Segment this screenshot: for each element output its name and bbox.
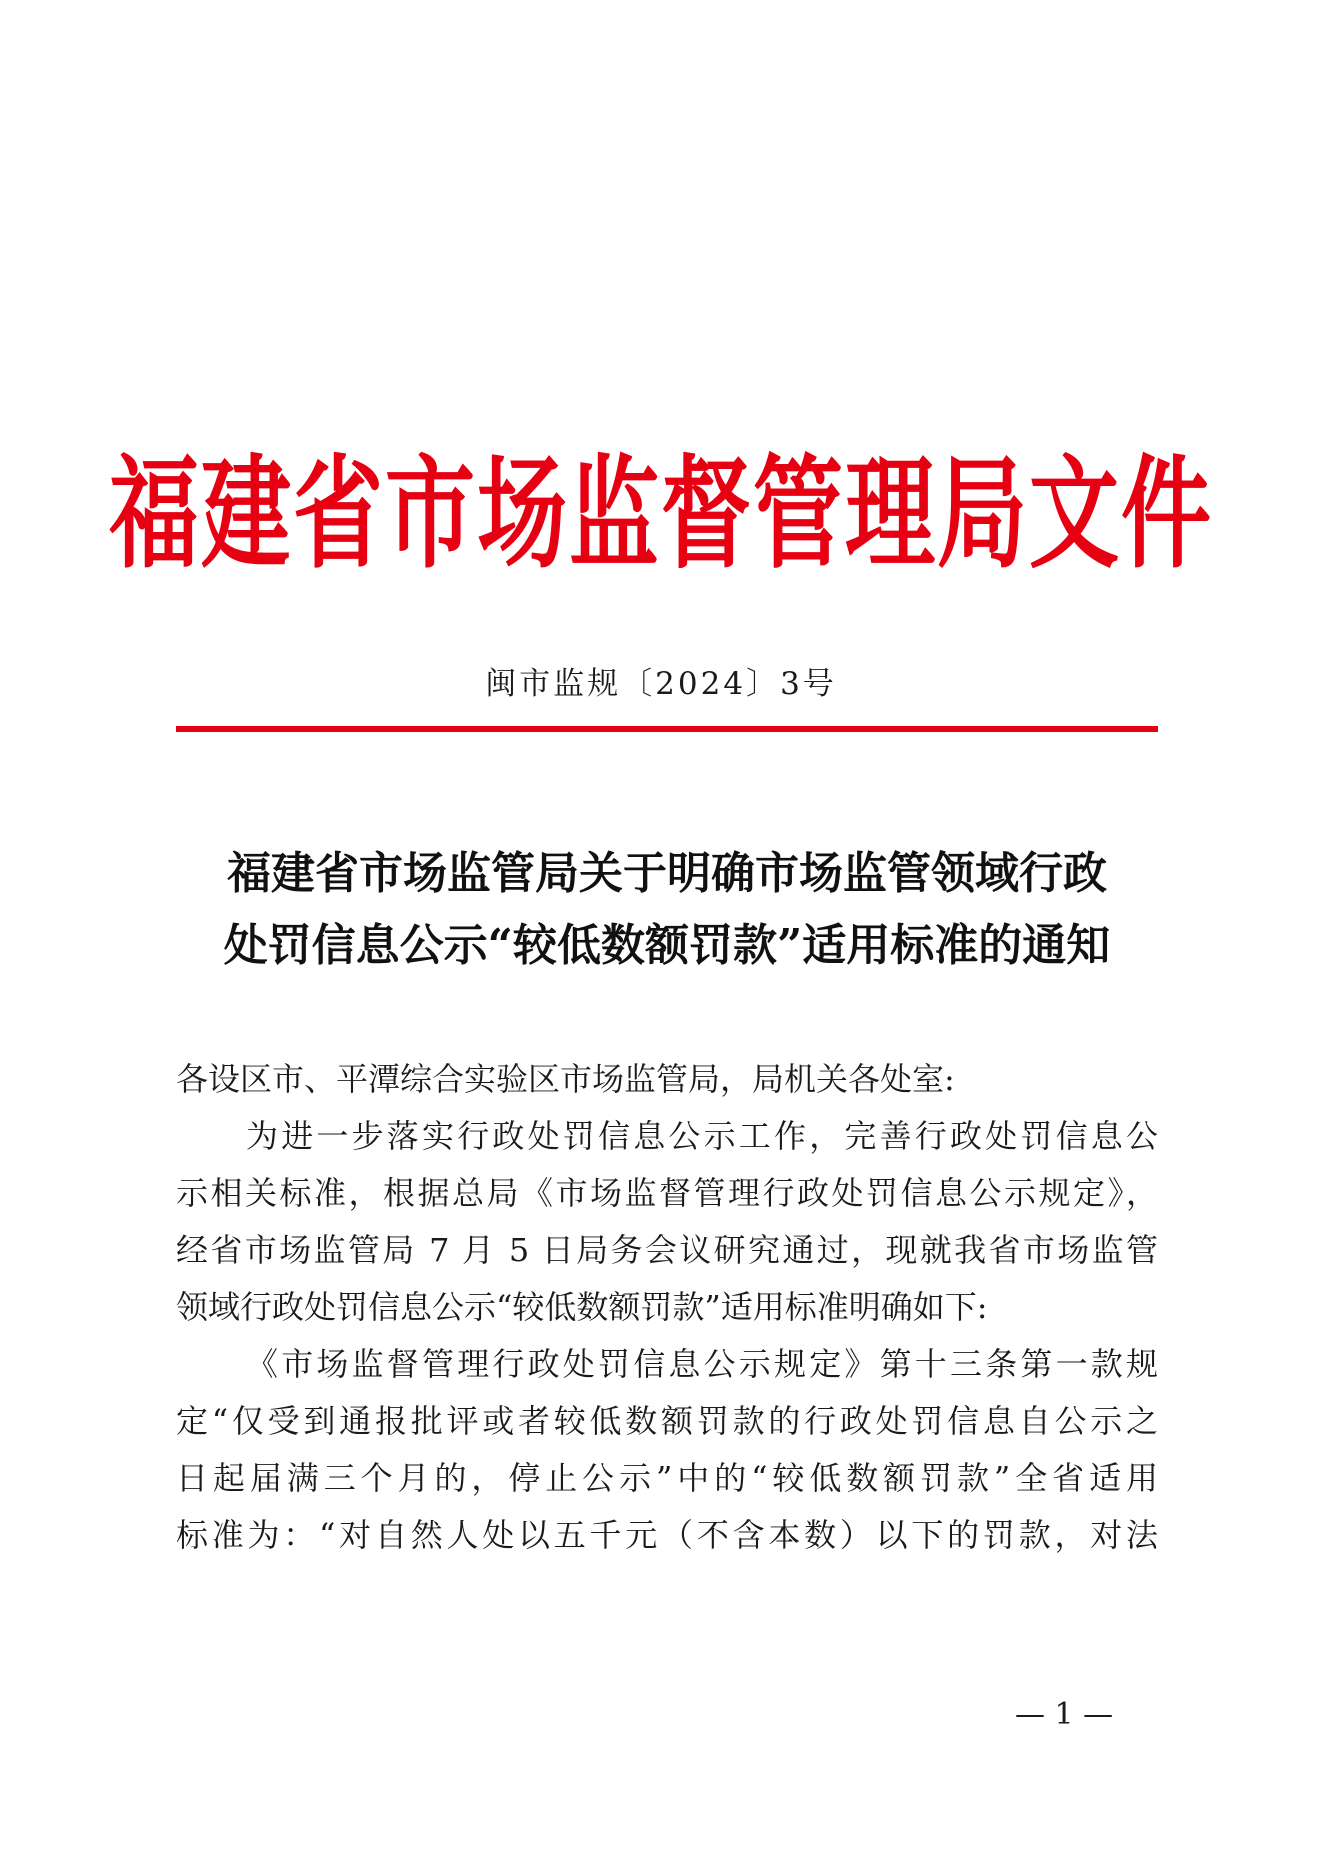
- paragraph-1-line: 示相关标准，根据总局《市场监督管理行政处罚信息公示规定》，: [176, 1174, 1158, 1212]
- notice-title-line: 福建省市场监管局关于明确市场监管领域行政: [227, 848, 1107, 899]
- paragraph-1-line: 经省市场监管局 7 月 5 日局务会议研究通过，现就我省市场监管: [176, 1231, 1158, 1269]
- notice-title: [176, 838, 1158, 982]
- addressee-line: 各设区市、平潭综合实验区市场监管局，局机关各处室:: [176, 1060, 955, 1098]
- red-divider-line: [176, 726, 1158, 732]
- paragraph-2-line: 标准为：“对自然人处以五千元（不含本数）以下的罚款，对法: [176, 1516, 1158, 1554]
- paragraph-2-line: 日起届满三个月的，停止公示”中的“较低数额罚款”全省适用: [176, 1459, 1158, 1497]
- paragraph-1-line: 为进一步落实行政处罚信息公示工作，完善行政处罚信息公: [246, 1117, 1158, 1155]
- notice-title-line: 处罚信息公示“较低数额罚款”适用标准的通知: [223, 920, 1111, 971]
- page-number: — 1 —: [1015, 1697, 1114, 1732]
- paragraph-2-line: 《市场监督管理行政处罚信息公示规定》第十三条第一款规: [246, 1345, 1158, 1383]
- notice-body: [176, 1051, 1158, 1564]
- paragraph-1-line: 领域行政处罚信息公示“较低数额罚款”适用标准明确如下:: [176, 1288, 988, 1326]
- masthead-title: 福建省市场监督管理局文件: [109, 442, 1213, 586]
- paragraph-2-line: 定“仅受到通报批评或者较低数额罚款的行政处罚信息自公示之: [176, 1402, 1158, 1440]
- document-number: 闽市监规〔2024〕3号: [485, 666, 837, 702]
